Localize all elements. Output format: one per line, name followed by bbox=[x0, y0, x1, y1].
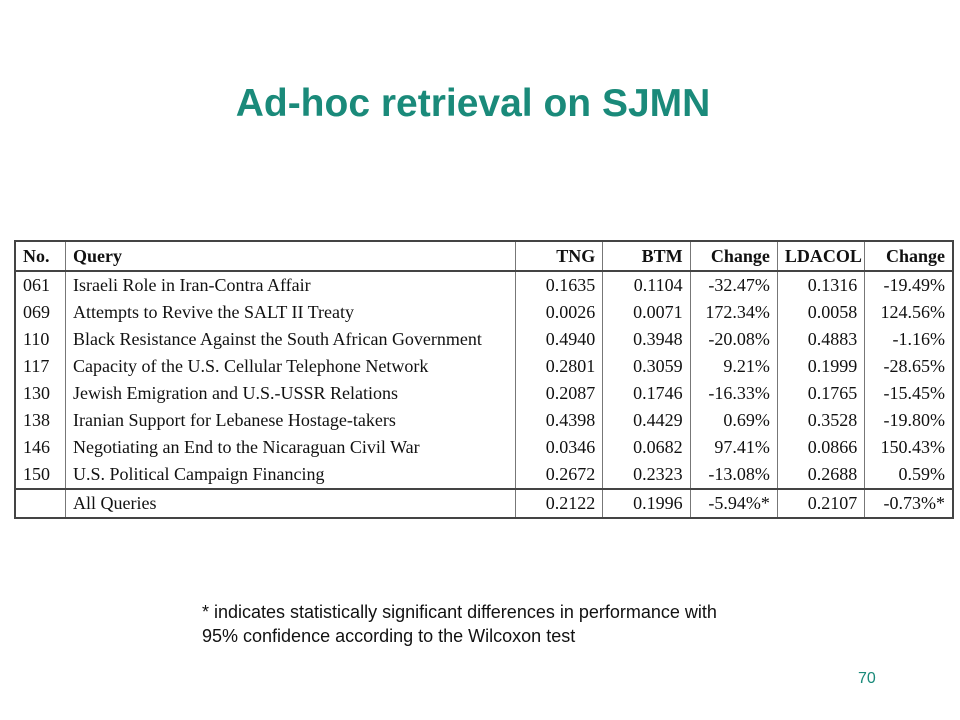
cell-change-ldacol: -19.49% bbox=[883, 275, 945, 295]
table-row bbox=[16, 353, 952, 380]
cell-query: Capacity of the U.S. Cellular Telephone Network bbox=[66, 353, 516, 380]
cell-change-btm: 0.69% bbox=[690, 407, 777, 434]
results-table-container bbox=[14, 240, 954, 519]
results-table bbox=[16, 242, 952, 517]
cell-tng: 0.2672 bbox=[516, 461, 603, 489]
header-ldacol: LDACOL bbox=[777, 242, 864, 271]
cell-ldacol: 0.2688 bbox=[777, 461, 864, 489]
cell-btm: 0.1746 bbox=[603, 380, 690, 407]
table-row bbox=[16, 271, 952, 299]
table-row bbox=[16, 407, 952, 434]
cell-change-ldacol: -15.45% bbox=[883, 383, 945, 403]
cell-btm: 0.0071 bbox=[603, 299, 690, 326]
cell-no: 138 bbox=[16, 407, 66, 434]
cell-btm: 0.0682 bbox=[603, 434, 690, 461]
header-no: No. bbox=[16, 242, 66, 271]
cell-tng: 0.0026 bbox=[516, 299, 603, 326]
cell-query: Negotiating an End to the Nicaraguan Civil War bbox=[66, 434, 516, 461]
table-header-row bbox=[16, 242, 952, 271]
header-change-btm: Change bbox=[690, 242, 777, 271]
cell-btm: 0.3059 bbox=[603, 353, 690, 380]
cell-btm: 0.4429 bbox=[603, 407, 690, 434]
cell-tng: 0.2122 bbox=[516, 489, 603, 517]
cell-change-btm: 97.41% bbox=[690, 434, 777, 461]
slide-title: Ad-hoc retrieval on SJMN bbox=[235, 82, 711, 125]
table-total-row bbox=[16, 489, 952, 517]
cell-btm: 0.1104 bbox=[603, 271, 690, 299]
cell-change-ldacol: -28.65% bbox=[883, 356, 945, 376]
cell-change-btm: -13.08% bbox=[690, 461, 777, 489]
cell-ldacol: 0.0866 bbox=[777, 434, 864, 461]
cell-change-ldacol: -19.80% bbox=[883, 410, 945, 430]
cell-no: 150 bbox=[16, 461, 66, 489]
cell-no: 061 bbox=[16, 271, 66, 299]
cell-btm: 0.2323 bbox=[603, 461, 690, 489]
table-row bbox=[16, 434, 952, 461]
cell-change-btm: -20.08% bbox=[690, 326, 777, 353]
cell-ldacol: 0.1316 bbox=[777, 271, 864, 299]
cell-btm: 0.3948 bbox=[603, 326, 690, 353]
table-row bbox=[16, 380, 952, 407]
cell-btm: 0.1996 bbox=[603, 489, 690, 517]
cell-no: 117 bbox=[16, 353, 66, 380]
header-query: Query bbox=[66, 242, 516, 271]
cell-tng: 0.2801 bbox=[516, 353, 603, 380]
cell-query-all: All Queries bbox=[66, 489, 516, 517]
cell-query: Iranian Support for Lebanese Hostage-takers bbox=[66, 407, 516, 434]
cell-query: Jewish Emigration and U.S.-USSR Relations bbox=[66, 380, 516, 407]
cell-ldacol: 0.1999 bbox=[777, 353, 864, 380]
cell-tng: 0.2087 bbox=[516, 380, 603, 407]
cell-ldacol: 0.2107 bbox=[777, 489, 864, 517]
cell-ldacol: 0.0058 bbox=[777, 299, 864, 326]
cell-ldacol: 0.3528 bbox=[777, 407, 864, 434]
page-number: 70 bbox=[858, 670, 876, 687]
header-change-ldacol: Change bbox=[865, 242, 952, 271]
cell-query: Attempts to Revive the SALT II Treaty bbox=[66, 299, 516, 326]
header-btm: BTM bbox=[603, 242, 690, 271]
cell-change-ldacol: -0.73%* bbox=[865, 489, 952, 517]
cell-query: Black Resistance Against the South African Government bbox=[66, 326, 516, 353]
cell-change-btm: -16.33% bbox=[690, 380, 777, 407]
cell-query: Israeli Role in Iran-Contra Affair bbox=[66, 271, 516, 299]
cell-change-ldacol: 0.59% bbox=[898, 464, 945, 484]
cell-change-ldacol: -1.16% bbox=[892, 329, 945, 349]
cell-change-btm: 172.34% bbox=[690, 299, 777, 326]
cell-no bbox=[16, 489, 66, 517]
cell-tng: 0.1635 bbox=[516, 271, 603, 299]
cell-no: 146 bbox=[16, 434, 66, 461]
footnote: * indicates statistically significant differences in performance with 95% confidence according to the Wilcoxon test bbox=[202, 602, 717, 646]
header-tng: TNG bbox=[516, 242, 603, 271]
cell-no: 069 bbox=[16, 299, 66, 326]
table-row bbox=[16, 326, 952, 353]
cell-query: U.S. Political Campaign Financing bbox=[66, 461, 516, 489]
table-row bbox=[16, 299, 952, 326]
table-row bbox=[16, 461, 952, 489]
cell-tng: 0.0346 bbox=[516, 434, 603, 461]
cell-no: 110 bbox=[16, 326, 66, 353]
cell-ldacol: 0.4883 bbox=[777, 326, 864, 353]
cell-tng: 0.4940 bbox=[516, 326, 603, 353]
cell-tng: 0.4398 bbox=[516, 407, 603, 434]
cell-ldacol: 0.1765 bbox=[777, 380, 864, 407]
cell-change-ldacol: 150.43% bbox=[880, 437, 945, 457]
cell-change-btm: 9.21% bbox=[690, 353, 777, 380]
cell-change-ldacol: 124.56% bbox=[880, 302, 945, 322]
cell-change-btm: -5.94%* bbox=[690, 489, 777, 517]
cell-no: 130 bbox=[16, 380, 66, 407]
cell-change-btm: -32.47% bbox=[690, 271, 777, 299]
